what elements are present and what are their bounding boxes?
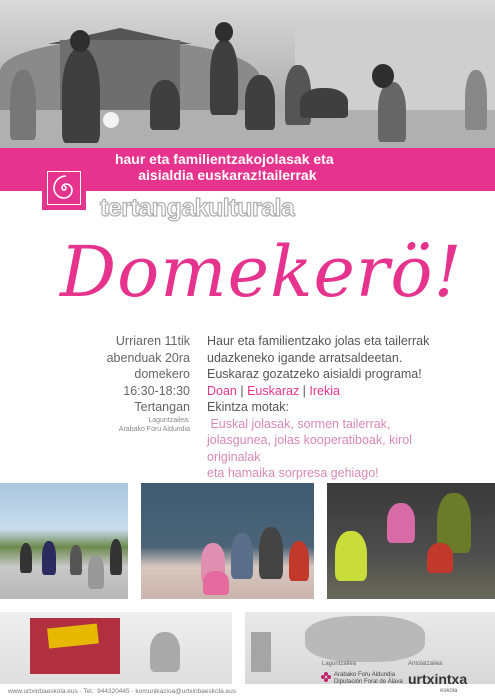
details-time: 16:30-18:30: [123, 383, 190, 398]
band-left-line1: haur eta familientzako: [114, 151, 262, 167]
photo-puppet-show: [0, 612, 232, 684]
header-photo: [0, 0, 495, 148]
photo-outdoor-games: [0, 483, 128, 599]
tag-irekia: Irekia: [309, 383, 340, 398]
activities-line2: jolasgunea, jolas kooperatiboak, kirol originalak: [207, 433, 412, 464]
sponsor1-label: Laguntzailea: [322, 661, 357, 667]
sponsor1-logo-icon: [320, 670, 332, 682]
event-description: [207, 333, 447, 482]
tag-doan: Doan: [207, 383, 237, 398]
details-credit-name: Arabako Foru Aldundia: [118, 425, 190, 433]
band-right-line2: tailerrak: [262, 167, 317, 183]
brand-name: tertangakulturala: [100, 194, 295, 222]
desc-activities: [207, 399, 447, 432]
tag-euskaraz: Euskaraz: [247, 383, 300, 398]
activities-label: Ekintza motak:: [207, 400, 289, 414]
band-left-text: [100, 151, 262, 183]
band-right-text: [262, 151, 382, 183]
desc-line3: Euskaraz gozatzeko aisialdi programa!: [207, 367, 422, 381]
tag-separator: |: [299, 383, 310, 398]
sponsor1-name: [334, 672, 403, 686]
sponsor1-name-eu: Arabako Foru Aldundia: [334, 672, 396, 678]
band-right-line1: jolasak eta: [262, 151, 334, 167]
activities-line1: Euskal jolasak, sormen tailerrak,: [207, 416, 391, 431]
sponsor1-name-es: Diputación Foral de Álava: [334, 679, 403, 685]
details-credit-label: Laguntzailea:: [148, 416, 190, 424]
desc-line1: Haur eta familientzako jolas eta tailerrak: [207, 334, 430, 348]
spiral-logo-icon: [42, 166, 86, 210]
desc-tags: [207, 383, 447, 400]
band-left-line2: aisialdia euskaraz!: [138, 167, 262, 183]
footer-contact: www.urtxinbaeskola.eus · Tel.: 944320445 · komunikazioa@urtxinbaeskola.eus: [8, 688, 236, 695]
details-date-start: Urriaren 11tik: [115, 334, 190, 348]
photo-workshop: [327, 483, 495, 599]
photo-court-games: [141, 483, 314, 599]
desc-line2: udazkeneko igande arratsaldeetan.: [207, 350, 403, 365]
event-details: [100, 333, 190, 434]
details-day: domekero: [134, 367, 190, 381]
sponsor2-label: Antolatzailea: [408, 661, 443, 667]
details-date-end: abenduak 20ra: [106, 350, 190, 365]
sponsor2-subtitle: eskola: [440, 688, 458, 694]
details-place: Tertangan: [134, 400, 190, 414]
sponsor2-name: urtxintxa: [408, 671, 468, 687]
tag-separator: |: [236, 383, 248, 398]
activities-line3: eta hamaika sorpresa gehiago!: [207, 466, 379, 480]
event-title: Domekerö!: [60, 231, 463, 313]
